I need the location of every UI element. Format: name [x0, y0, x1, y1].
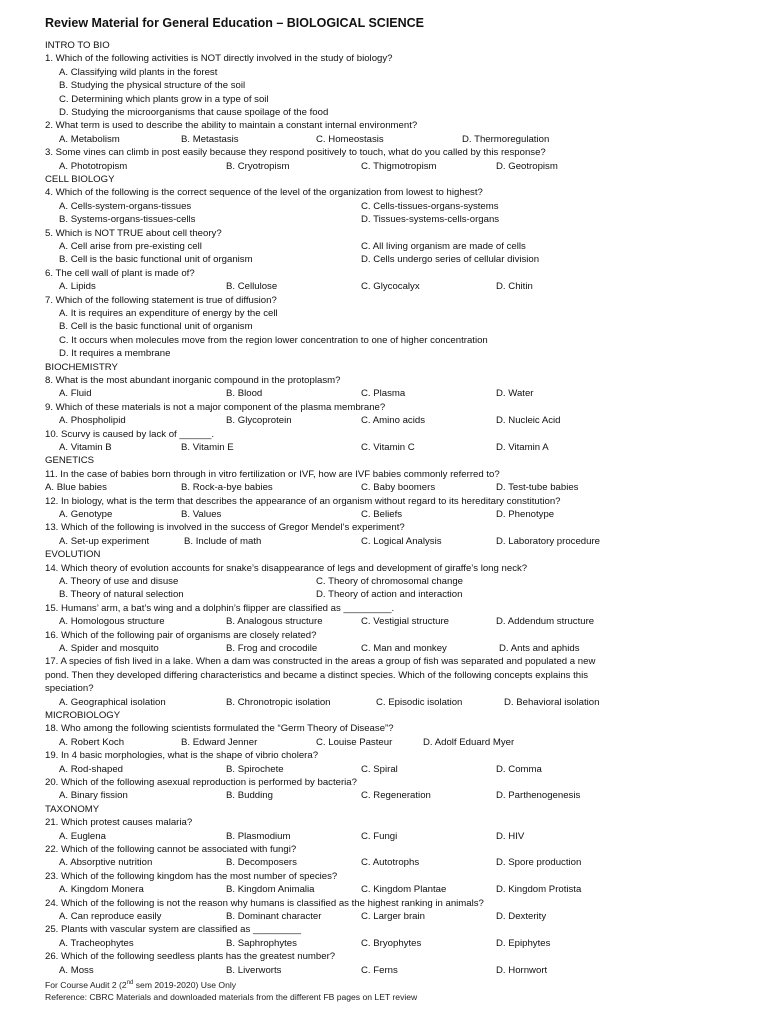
option: B. Plasmodium [226, 830, 291, 842]
option: C. Determining which plants grow in a type of soil [59, 93, 269, 105]
option: B. Frog and crocodile [226, 643, 318, 655]
option: D. Geotropism [496, 160, 558, 172]
option: D. Vitamin A [496, 442, 549, 454]
option-row [45, 883, 745, 896]
question-text: 17. A species of fish lived in a lake. When a dam was constructed in the areas a group of fish was separated and populated a new [45, 656, 596, 668]
option-row [45, 240, 745, 253]
section-heading: TAXONOMY [45, 803, 100, 815]
option-row [45, 856, 745, 869]
option-row [45, 200, 745, 213]
question-text: pond. Then they developed differing characteristics and became a distinct species. Which of the following concepts explains this [45, 669, 589, 681]
option: A. Homologous structure [59, 616, 165, 628]
option-row [45, 508, 745, 521]
option: C. Bryophytes [361, 937, 422, 949]
option: C. Baby boomers [361, 482, 436, 494]
option: D. Ants and aphids [499, 643, 580, 655]
section-heading: BIOCHEMISTRY [45, 361, 118, 373]
option-row [45, 535, 745, 548]
option: A. Moss [59, 964, 94, 976]
footer-line-1-sup: nd [126, 980, 134, 987]
option: A. Phospholipid [59, 415, 126, 427]
option: D. Epiphytes [496, 937, 551, 949]
option: A. Vitamin B [59, 442, 112, 454]
option: C. Cells-tissues-organs-systems [361, 200, 499, 212]
option-row [45, 280, 745, 293]
option: A. Classifying wild plants in the forest [59, 66, 218, 78]
option-row [45, 387, 745, 400]
question-text: 2. What term is used to describe the ability to maintain a constant internal environment? [45, 120, 418, 132]
question-text: 14. Which theory of evolution accounts for snake’s disappearance of legs and development of giraffe’s long neck? [45, 562, 528, 574]
option: B. Include of math [184, 535, 262, 547]
option-row [45, 133, 745, 146]
option: A. Cells-system-organs-tissues [59, 200, 192, 212]
option: C. Vitamin C [361, 442, 415, 454]
question-text: 3. Some vines can climb in post easily because they respond positively to touch, what do you called by this response? [45, 147, 546, 159]
option: B. Cell is the basic functional unit of organism [59, 254, 253, 266]
section-heading: INTRO TO BIO [45, 40, 110, 51]
option: B. Edward Jenner [181, 736, 258, 748]
option: D. Test-tube babies [496, 482, 579, 494]
option: D. Spore production [496, 857, 582, 869]
option-row [45, 964, 745, 977]
option-row [45, 588, 745, 601]
option: C. Episodic isolation [376, 696, 463, 708]
option-row [45, 937, 745, 950]
footer-line-2: Reference: CBRC Materials and downloaded materials from the different FB pages on LET review [45, 991, 418, 1002]
option: C. Plasma [361, 388, 406, 400]
option: C. Amino acids [361, 415, 425, 427]
option: C. Fungi [361, 830, 398, 842]
option: B. Kingdom Animalia [226, 884, 315, 896]
option: D. Cells undergo series of cellular division [361, 254, 540, 266]
question-text: 24. Which of the following is not the reason why humans is classified as the highest ranking in animals? [45, 897, 484, 909]
option-row [45, 642, 745, 655]
option: C. It occurs when molecules move from the region lower concentration to one of higher concentration [59, 334, 488, 346]
page-title: Review Material for General Education – BIOLOGICAL SCIENCE [45, 16, 425, 30]
option: D. Phenotype [496, 509, 555, 521]
option: A. Binary fission [59, 790, 128, 802]
option: A. Spider and mosquito [59, 643, 159, 655]
question-list [45, 39, 745, 977]
option: A. Blue babies [45, 482, 107, 494]
question-text: 21. Which protest causes malaria? [45, 817, 193, 829]
option: A. Euglena [59, 830, 106, 842]
option: B. Cryotropism [226, 160, 290, 172]
option: D. Hornwort [496, 964, 548, 976]
question-text: 19. In 4 basic morphologies, what is the shape of vibrio cholera? [45, 750, 319, 762]
option: D. Chitin [496, 281, 533, 293]
option: B. Spirochete [226, 763, 284, 775]
question-text: 25. Plants with vascular system are classified as _________ [45, 924, 301, 936]
option: D. Parthenogenesis [496, 790, 581, 802]
question-text: 13. Which of the following is involved in the success of Gregor Mendel’s experiment? [45, 522, 405, 534]
footer [45, 980, 417, 1003]
question-text: 22. Which of the following cannot be associated with fungi? [45, 844, 297, 856]
option-row [45, 696, 745, 709]
question-text: 9. Which of these materials is not a major component of the plasma membrane? [45, 401, 386, 413]
option: B. Budding [226, 790, 273, 802]
option: A. Tracheophytes [59, 937, 134, 949]
question-text: 10. Scurvy is caused by lack of ______. [45, 428, 215, 440]
option: C. Autotrophs [361, 857, 420, 869]
option: C. Larger brain [361, 911, 425, 923]
question-text: 8. What is the most abundant inorganic compound in the protoplasm? [45, 375, 341, 387]
option: B. Theory of natural selection [59, 589, 184, 601]
option-row [45, 615, 745, 628]
option: A. Metabolism [59, 133, 120, 145]
question-text: 23. Which of the following kingdom has the most number of species? [45, 870, 338, 882]
option: B. Liverworts [226, 964, 282, 976]
option: A. Geographical isolation [59, 696, 166, 708]
option: B. Rock-a-bye babies [181, 482, 273, 494]
option-row [45, 213, 745, 226]
option: D. Dexterity [496, 911, 547, 923]
option-row [45, 481, 745, 494]
footer-line-1 [45, 980, 417, 992]
option-row [45, 763, 745, 776]
option: D. Addendum structure [496, 616, 595, 628]
option: D. Studying the microorganisms that cause spoilage of the food [59, 107, 329, 119]
option: D. Thermoregulation [462, 133, 550, 145]
option: C. Logical Analysis [361, 535, 442, 547]
option: C. All living organism are made of cells [361, 241, 526, 253]
option-row [45, 253, 745, 266]
question-text: 12. In biology, what is the term that describes the appearance of an organism without regard to its hereditary constitution? [45, 495, 561, 507]
footer-line-1-post: sem 2019-2020) Use Only [133, 980, 237, 990]
option: C. Louise Pasteur [316, 736, 393, 748]
option: B. Chronotropic isolation [226, 696, 331, 708]
question-text: speciation? [45, 683, 94, 695]
option: A. Genotype [59, 509, 113, 521]
option: D. Water [496, 388, 534, 400]
option-row [45, 414, 745, 427]
option: A. It is requires an expenditure of energy by the cell [59, 308, 278, 320]
question-text: 4. Which of the following is the correct sequence of the level of the organization from lowest to highest? [45, 187, 483, 199]
option: A. Kingdom Monera [59, 884, 144, 896]
option: B. Studying the physical structure of the soil [59, 80, 246, 92]
option-row [45, 910, 745, 923]
question-text: 11. In the case of babies born through in vitro fertilization or IVF, how are IVF babies commonly referred to? [45, 468, 500, 480]
option: A. Set-up experiment [59, 535, 150, 547]
option: A. Lipids [59, 281, 96, 293]
option: B. Blood [226, 388, 263, 400]
option: D. Comma [496, 763, 542, 775]
option: D. Behavioral isolation [504, 696, 600, 708]
option: B. Saphrophytes [226, 937, 297, 949]
option: D. Tissues-systems-cells-organs [361, 214, 500, 226]
option: B. Metastasis [181, 133, 239, 145]
option: D. Adolf Eduard Myer [423, 736, 515, 748]
option: B. Cellulose [226, 281, 278, 293]
option: C. Spiral [361, 763, 398, 775]
option: D. It requires a membrane [59, 348, 171, 360]
question-text: 1. Which of the following activities is NOT directly involved in the study of biology? [45, 53, 393, 65]
option: A. Rod-shaped [59, 763, 123, 775]
option-row [45, 441, 745, 454]
option-row [45, 736, 745, 749]
option: A. Phototropism [59, 160, 128, 172]
option: B. Values [181, 509, 222, 521]
option: B. Glycoprotein [226, 415, 292, 427]
option-row [45, 160, 745, 173]
option: D. Laboratory procedure [496, 535, 600, 547]
option: D. HIV [496, 830, 525, 842]
option: D. Kingdom Protista [496, 884, 582, 896]
option: C. Homeostasis [316, 133, 384, 145]
question-text: 20. Which of the following asexual reproduction is performed by bacteria? [45, 777, 357, 789]
option: A. Can reproduce easily [59, 911, 162, 923]
section-heading: EVOLUTION [45, 549, 101, 561]
option: D. Theory of action and interaction [316, 589, 463, 601]
section-heading: GENETICS [45, 455, 95, 467]
option-row [45, 789, 745, 802]
section-heading: CELL BIOLOGY [45, 174, 115, 186]
option: C. Theory of chromosomal change [316, 576, 463, 588]
question-text: 26. Which of the following seedless plants has the greatest number? [45, 951, 336, 963]
section-heading: MICROBIOLOGY [45, 710, 121, 722]
question-text: 5. Which is NOT TRUE about cell theory? [45, 227, 222, 239]
option: B. Systems-organs-tissues-cells [59, 214, 196, 226]
option: C. Regeneration [361, 790, 431, 802]
question-text: 16. Which of the following pair of organisms are closely related? [45, 629, 317, 641]
option: B. Dominant character [226, 911, 322, 923]
option: C. Man and monkey [361, 643, 447, 655]
question-text: 18. Who among the following scientists formulated the “Germ Theory of Disease”? [45, 723, 394, 735]
option-row [45, 830, 745, 843]
option: C. Kingdom Plantae [361, 884, 447, 896]
option: C. Beliefs [361, 509, 403, 521]
option: C. Ferns [361, 964, 398, 976]
option: C. Thigmotropism [361, 160, 437, 172]
option: A. Robert Koch [59, 736, 125, 748]
option: B. Analogous structure [226, 616, 323, 628]
review-sheet [45, 14, 745, 977]
option: B. Decomposers [226, 857, 297, 869]
question-text: 15. Humans’ arm, a bat’s wing and a dolphin’s flipper are classified as _________. [45, 602, 395, 614]
option: C. Glycocalyx [361, 281, 420, 293]
option-row [45, 575, 745, 588]
option: A. Absorptive nutrition [59, 857, 153, 869]
option: C. Vestigial structure [361, 616, 449, 628]
option: D. Nucleic Acid [496, 415, 561, 427]
option: A. Theory of use and disuse [59, 576, 179, 588]
footer-line-1-pre: For Course Audit 2 (2 [45, 980, 127, 990]
option: A. Fluid [59, 388, 92, 400]
option: B. Vitamin E [181, 442, 234, 454]
option: A. Cell arise from pre-existing cell [59, 241, 202, 253]
question-text: 6. The cell wall of plant is made of? [45, 267, 195, 279]
question-text: 7. Which of the following statement is true of diffusion? [45, 294, 277, 306]
option: B. Cell is the basic functional unit of organism [59, 321, 253, 333]
